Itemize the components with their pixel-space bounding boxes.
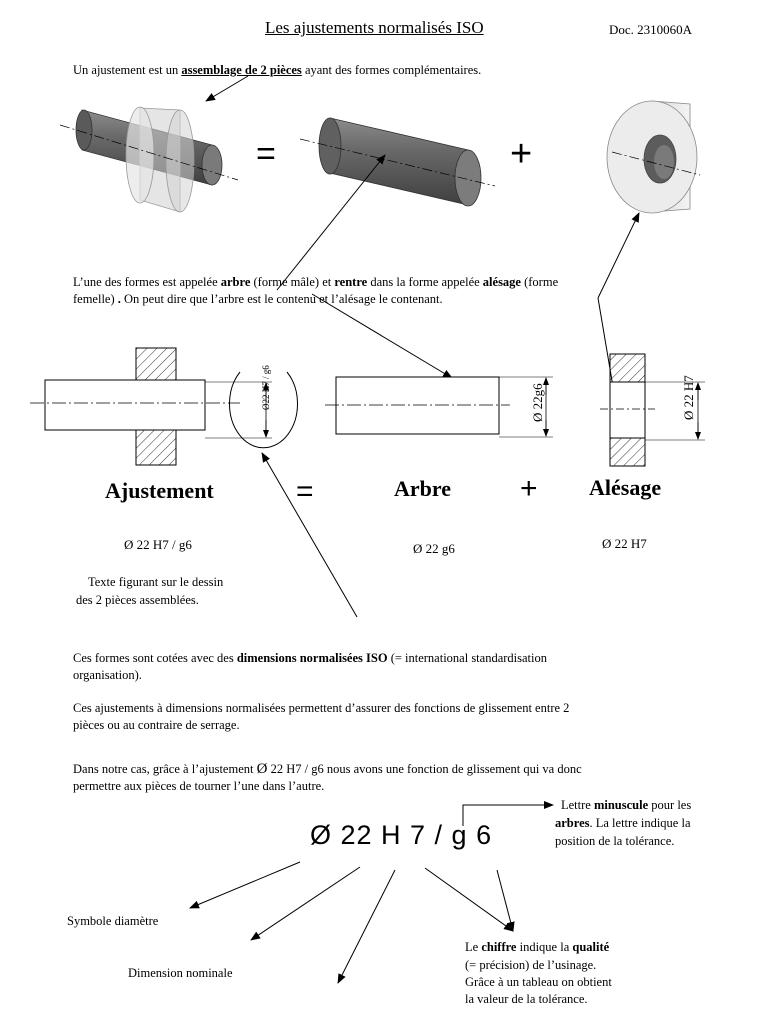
intro-text-end: ayant des formes complémentaires. [301,63,482,77]
quality-note-line-2: (= précision) de l’usinage. [465,958,597,972]
equals-sign-3d: = [256,135,276,173]
example-paragraph-line-2: permettre aux pièces de tourner l’une dans l’autre. [73,779,325,793]
letter-note-line-1 [561,797,691,814]
term-rentre: rentre [334,275,368,289]
arrow-h-position [338,870,395,983]
label-arbre: Arbre [394,476,452,501]
text: L’une des formes est appelée [73,275,221,289]
term-dimensions-iso: dimensions normalisées ISO [236,651,388,665]
bore-dimension-label: Ø 22 H7 [681,375,696,420]
function-paragraph-line-2: pièces ou au contraire de serrage. [73,718,240,732]
function-paragraph-line-1: Ces ajustements à dimensions normalisées permettent d’assurer des fonctions de glissement entre 2 [73,701,570,715]
arbre-alesage-paragraph-line-1 [73,274,558,291]
term-minuscule: minuscule [593,798,649,812]
term-arbre: arbre [220,275,251,289]
dimension-note: Dimension nominale [128,966,233,980]
document-reference: Doc. 2310060A [609,22,693,37]
arbre-alesage-paragraph-line-2 [73,291,443,308]
text: On peut dire que l’arbre est le contenu et l’alésage le contenant. [120,292,443,306]
symbol-note: Symbole diamètre [67,914,159,928]
fit-ajustement: Ø 22 H7 / g6 [124,537,192,552]
plus-sign-3d: + [510,133,533,175]
term-chiffre: chiffre [481,940,517,954]
quality-note-line-4: la valeur de la tolérance. [465,992,588,1006]
fit-arbre: Ø 22 g6 [413,541,455,556]
arrow-to-shaft [277,155,385,290]
shaft-dimension-label: Ø 22g6 [530,383,545,422]
drawing-note-line-1: Texte figurant sur le dessin [88,575,224,589]
text: femelle) [73,292,118,306]
text: pour les [648,798,692,812]
text: Lettre [561,798,594,812]
equals-sign-2d: = [296,475,314,508]
quality-note-line-3: Grâce à un tableau on obtient [465,975,612,989]
text: nous avons une fonction de glissement qui va donc [323,762,582,776]
drawing-note-line-2: des 2 pièces assemblées. [76,593,199,607]
text: dans la forme appelée [367,275,483,289]
example-paragraph-line-1 [73,761,582,778]
bold-period: . [117,292,121,306]
arrow-to-quality-note-1 [425,868,513,931]
assembly-dimension-label: Ø22 H7 / g6 [261,365,271,410]
shaft-3d-illustration [300,118,495,206]
text: Le [465,940,482,954]
text: Ces formes sont cotées avec des [73,651,237,665]
arrow-to-assembly [206,76,248,101]
intro-bold-term: assemblage de 2 pièces [181,63,302,77]
text: Dans notre cas, grâce à l’ajustement [73,762,257,776]
text: (forme [520,275,559,289]
letter-note-line-2 [555,815,691,832]
text: indique la [516,940,573,954]
term-arbres: arbres [555,816,590,830]
assembly-3d-illustration [60,107,238,212]
label-alesage: Alésage [589,475,662,500]
fit-formula: Ø 22 H 7 / g 6 [310,820,493,850]
arrow-to-symbol-note [190,862,300,908]
letter-note-line-3: position de la tolérance. [555,834,675,848]
plus-sign-2d: + [520,472,538,505]
text: . La lettre indique la [589,816,691,830]
arrow-to-dimension-note [251,867,360,940]
quality-note-line-1 [465,939,609,956]
iso-paragraph-line-2: organisation). [73,668,142,682]
arrow-to-bore [598,213,639,298]
term-qualite: qualité [572,940,610,954]
bore-ring-3d-illustration [607,101,700,213]
text: (forme mâle) et [250,275,335,289]
intro-text-start: Un ajustement est un [73,63,182,77]
term-alesage: alésage [482,275,521,289]
intro-paragraph [73,62,481,79]
iso-paragraph-line-1 [73,650,547,667]
diameter-symbol: Ø [256,761,268,777]
text: 22 H7 / g6 [267,762,324,776]
page-title: Les ajustements normalisés ISO [265,18,484,37]
fit-alesage: Ø 22 H7 [602,536,647,551]
label-ajustement: Ajustement [105,478,214,503]
text: (= international standardisation [387,651,547,665]
shaft-2d-drawing [325,377,553,437]
